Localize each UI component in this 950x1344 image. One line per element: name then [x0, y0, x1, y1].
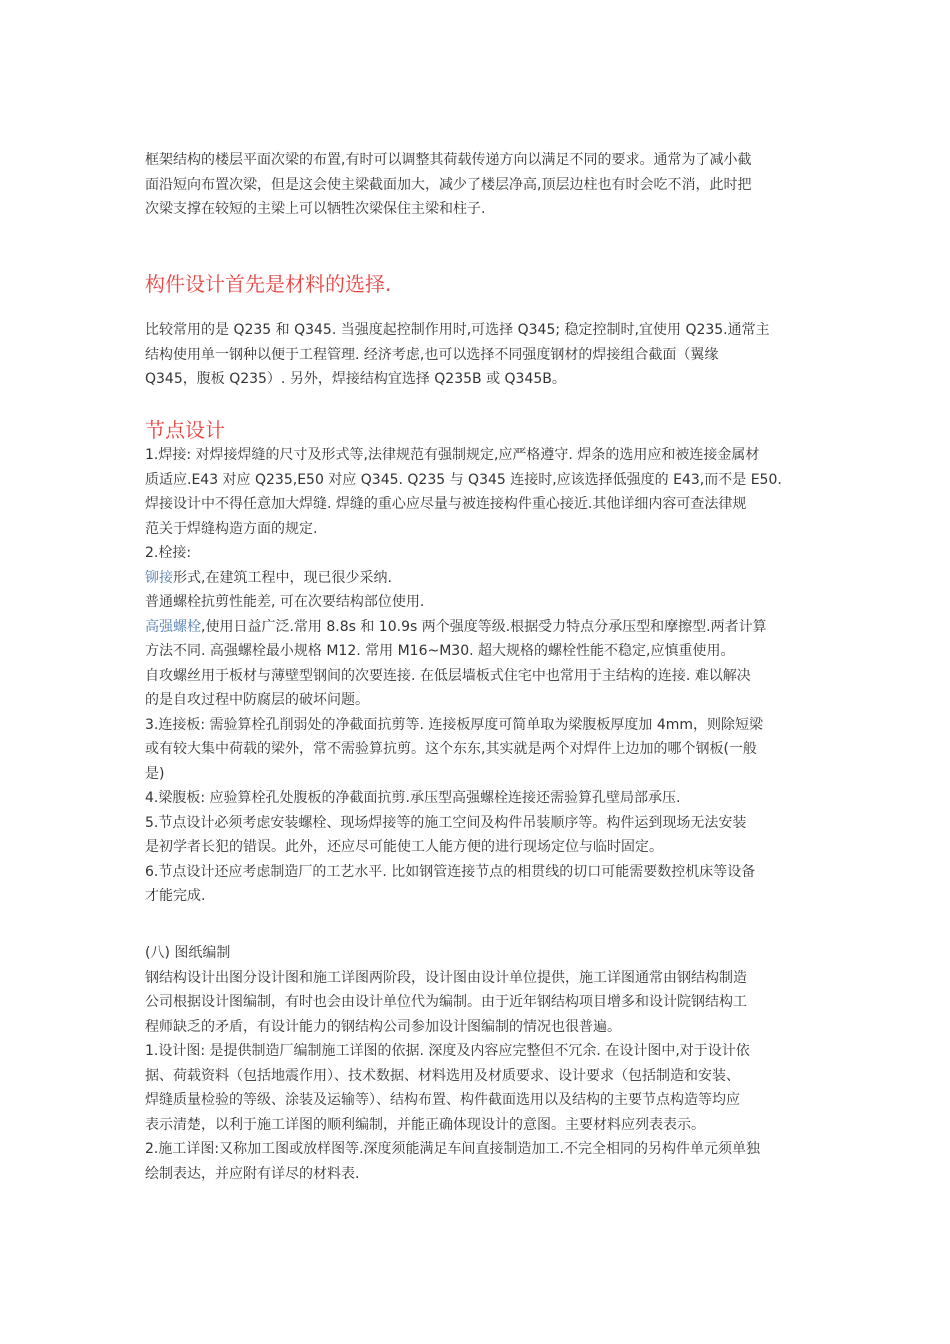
node-design-heading: 节点设计: [145, 418, 225, 442]
text-line: 比较常用的是 Q235 和 Q345. 当强度起控制作用时,可选择 Q345; 稳定控制时,宜使用 Q235.通常主: [145, 322, 770, 338]
text-line: 方法不同. 高强螺栓最小规格 M12. 常用 M16~M30. 超大规格的螺栓性能不稳定,应慎重使用。: [145, 643, 735, 659]
text-line: 公司根据设计图编制，有时也会由设计单位代为编制。由于近年钢结构项目增多和设计院钢结构工: [145, 994, 747, 1010]
text-line: 5.节点设计必须考虑安装螺栓、现场焊接等的施工空间及构件吊装顺序等。构件运到现场无法安装: [145, 814, 747, 831]
text-line: 次梁支撑在较短的主梁上可以牺牲次梁保住主梁和柱子.: [145, 201, 486, 217]
text-line: 1.设计图: 是提供制造厂编制施工详图的依据. 深度及内容应完整但不冗余. 在设计图中,对于设计依: [145, 1043, 750, 1059]
text-line: 才能完成.: [145, 888, 206, 904]
text-line: 钢结构设计出图分设计图和施工详图两阶段，设计图由设计单位提供，施工详图通常由钢结构制造: [145, 969, 747, 986]
text-line: 1.焊接: 对焊接焊缝的尺寸及形式等,法律规范有强制规定,应严格遵守. 焊条的选用应和被连接金属材: [145, 447, 760, 463]
high-strength-bolt-link[interactable]: 高强螺栓: [145, 618, 201, 635]
text-line: 焊缝质量检验的等级、涂装及运输等）、结构布置、构件截面选用以及结构的主要节点构造等均应: [145, 1092, 740, 1108]
text-line: 框架结构的楼层平面次梁的布置,有时可以调整其荷载传递方向以满足不同的要求。通常为了减小截: [145, 152, 752, 168]
text-line: 4.梁腹板: 应验算栓孔处腹板的净截面抗剪.承压型高强螺栓连接还需验算孔壁局部承压.: [145, 790, 681, 806]
material-paragraph: [145, 318, 810, 392]
common-bolt-line: 普通螺栓抗剪性能差, 可在次要结构部位使用.: [145, 594, 425, 610]
node-design-section: [145, 416, 810, 444]
text-line: 焊接设计中不得任意加大焊缝. 焊缝的重心应尽量与被连接构件重心接近.其他详细内容可查法律规: [145, 496, 747, 512]
text-line: 范关于焊缝构造方面的规定.: [145, 520, 318, 537]
text-line: 绘制表达，并应附有详尽的材料表.: [145, 1165, 360, 1182]
text-line: 是): [145, 765, 165, 782]
material-heading: 构件设计首先是材料的选择.: [145, 272, 392, 296]
rivet-text: 形式,在建筑工程中，现已很少采纳.: [173, 569, 392, 586]
drawing-title: (八) 图纸编制: [145, 945, 231, 961]
text-line: 程师缺乏的矛盾，有设计能力的钢结构公司参加设计图编制的情况也很普遍。: [145, 1018, 621, 1035]
text-line: 据、荷载资料（包括地震作用）、技术数据、材料选用及材质要求、设计要求（包括制造和安装、: [145, 1067, 740, 1084]
text-line: 3.连接板: 需验算栓孔削弱处的净截面抗剪等. 连接板厚度可简单取为梁腹板厚度加 4mm，则除短梁: [145, 716, 764, 733]
text-line: 自攻螺丝用于板材与薄壁型钢间的次要连接. 在低层墙板式住宅中也常用于主结构的连接. 难以解决: [145, 667, 751, 684]
high-strength-bolt-text: ,使用日益广泛.常用 8.8s 和 10.9s 两个强度等级.根据受力特点分承压型和摩擦型.两者计算: [201, 618, 767, 635]
text-line: 质适应.E43 对应 Q235,E50 对应 Q345. Q235 与 Q345 连接时,应该选择低强度的 E43,而不是 E50.: [145, 471, 782, 488]
text-line: 结构使用单一钢种以便于工程管理. 经济考虑,也可以选择不同强度钢材的焊接组合截面（翼缘: [145, 346, 719, 363]
intro-paragraph: [145, 148, 810, 222]
text-line: 面沿短向布置次梁，但是这会使主梁截面加大，减少了楼层净高,顶层边柱也有时会吃不消，此时把: [145, 176, 752, 193]
rivet-link[interactable]: 铆接: [145, 569, 173, 586]
text-line: 的是自攻过程中防腐层的破坏问题。: [145, 692, 369, 708]
material-section: [145, 270, 810, 298]
text-line: 6.节点设计还应考虑制造厂的工艺水平. 比如钢管连接节点的相贯线的切口可能需要数控机床等设备: [145, 863, 756, 880]
text-line: 或有较大集中荷载的梁外，常不需验算抗剪。这个东东,其实就是两个对焊件上边加的哪个钢板(一般: [145, 741, 757, 757]
high-strength-bolt-line: [145, 615, 810, 640]
node-design-body: [145, 443, 810, 909]
text-line: 2.施工详图:又称加工图或放样图等.深度须能满足车间直接制造加工.不完全相同的另构件单元须单独: [145, 1141, 760, 1157]
bolt-title: 2.栓接:: [145, 545, 192, 561]
text-line: Q345，腹板 Q235）. 另外，焊接结构宜选择 Q235B 或 Q345B。: [145, 371, 566, 387]
text-line: 是初学者长犯的错误。此外，还应尽可能使工人能方便的进行现场定位与临时固定。: [145, 839, 663, 855]
text-line: 表示清楚，以利于施工详图的顺利编制，并能正确体现设计的意图。主要材料应列表表示。: [145, 1116, 705, 1133]
rivet-line: [145, 566, 810, 591]
drawing-section: [145, 941, 810, 1186]
